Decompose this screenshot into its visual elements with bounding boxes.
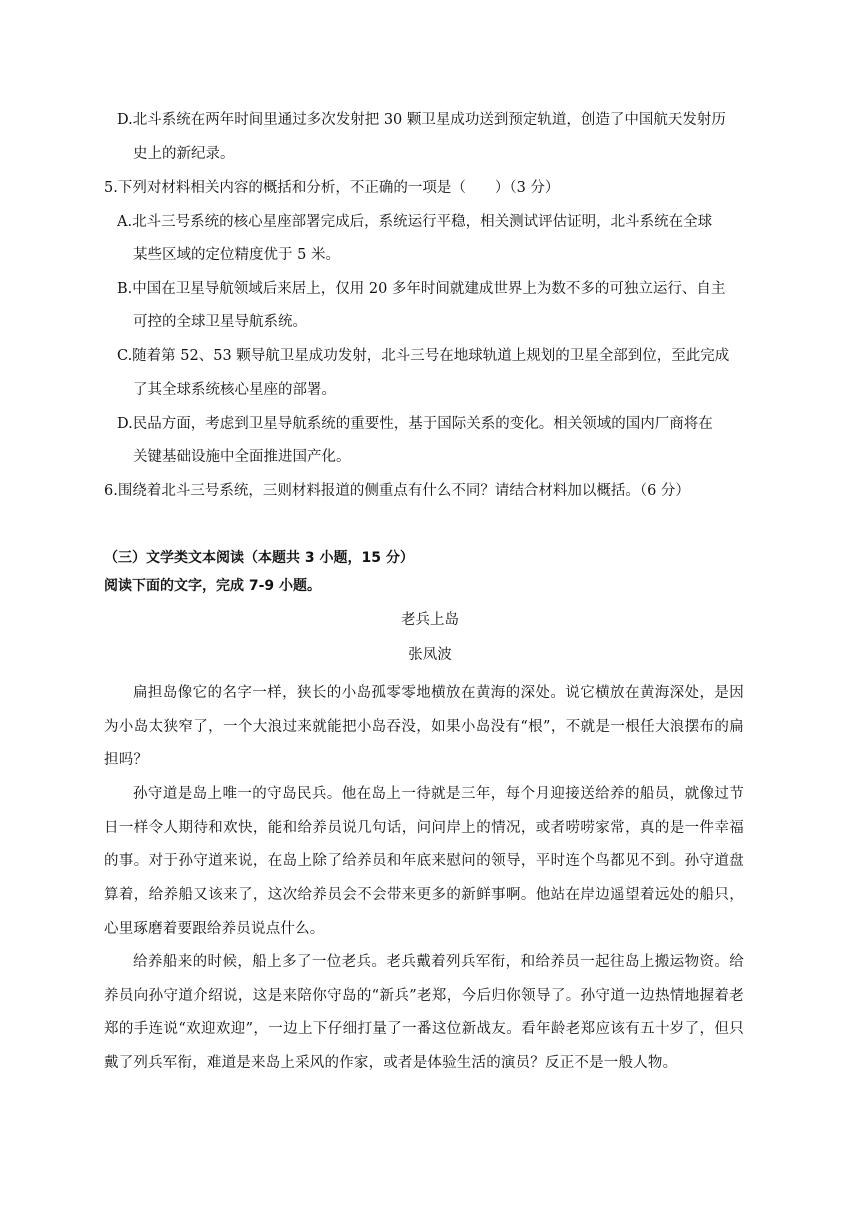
story-paragraph-1: 扁担岛像它的名字一样，狭长的小岛孤零零地横放在黄海的深处。说它横放在黄海深处，是因为小岛太狭窄了，一个大浪过来就能把小岛吞没，如果小岛没有“根”，不就是一根任大浪摆布的扁担吗？ bbox=[104, 685, 744, 769]
q5-option-b-line1: B.中国在卫星导航领域后来居上，仅用 20 多年时间就建成世界上为数不多的可独立运行、自主 bbox=[117, 281, 726, 297]
q5-option-c-line1: C.随着第 52、53 颗导航卫星成功发射，北斗三号在地球轨道上规划的卫星全部到位，至此完成 bbox=[117, 348, 730, 364]
q5-option-d-line2: 关键基础设施中全面推进国产化。 bbox=[133, 449, 351, 465]
q6-stem: 6.围绕着北斗三号系统，三则材料报道的侧重点有什么不同？请结合材料加以概括。（6 分） bbox=[104, 483, 690, 499]
story-author: 张凤波 bbox=[408, 647, 452, 663]
q5-option-c-line2: 了其全球系统核心星座的部署。 bbox=[133, 382, 336, 398]
story-title: 老兵上岛 bbox=[401, 612, 459, 628]
q4-option-d-line2: 史上的新纪录。 bbox=[133, 146, 235, 162]
q5-option-d-line1: D.民品方面，考虑到卫星导航系统的重要性，基于国际关系的变化。相关领域的国内厂商将在 bbox=[117, 416, 713, 432]
q5-stem: 5.下列对材料相关内容的概括和分析，不正确的一项是（ ）（3 分） bbox=[104, 180, 560, 196]
section-heading: （三）文学类文本阅读（本题共 3 小题，15 分） bbox=[104, 550, 414, 566]
q5-option-b-line2: 可控的全球卫星导航系统。 bbox=[133, 314, 307, 330]
section-instruction: 阅读下面的文字，完成 7-9 小题。 bbox=[104, 578, 322, 594]
q4-option-d-line1: D.北斗系统在两年时间里通过多次发射把 30 颗卫星成功送到预定轨道，创造了中国航天发射历 bbox=[117, 112, 726, 128]
q5-option-a-line1: A.北斗三号系统的核心星座部署完成后，系统运行平稳，相关测试评估证明，北斗系统在全球 bbox=[117, 214, 713, 230]
story-paragraph-3: 给养船来的时候，船上多了一位老兵。老兵戴着列兵军衔，和给养员一起往岛上搬运物资。给养员向孙守道介绍说，这是来陪你守岛的“新兵”老郑，今后归你领导了。孙守道一边热情地握着老郑的手连说“欢迎欢迎”，一边上下仔细打量了一番这位新战友。看年龄老郑应该有五十岁了，但只戴了列兵军衔，难道是来岛上采风的作家，或者是体验生活的演员？反正不是一般人物。 bbox=[104, 954, 744, 1072]
q5-option-a-line2: 某些区域的定位精度优于 5 米。 bbox=[133, 247, 340, 263]
story-paragraph-2: 孙守道是岛上唯一的守岛民兵。他在岛上一待就是三年，每个月迎接送给养的船员，就像过节日一样令人期待和欢快，能和给养员说几句话，问问岸上的情况，或者唠唠家常，真的是一件幸福的事。对于孙守道来说，在岛上除了给养员和年底来慰问的领导，平时连个鸟都见不到。孙守道盘算着，给养船又该来了，这次给养员会不会带来更多的新鲜事啊。他站在岸边遥望着远处的船只，心里琢磨着要跟给养员说点什么。 bbox=[104, 786, 744, 937]
